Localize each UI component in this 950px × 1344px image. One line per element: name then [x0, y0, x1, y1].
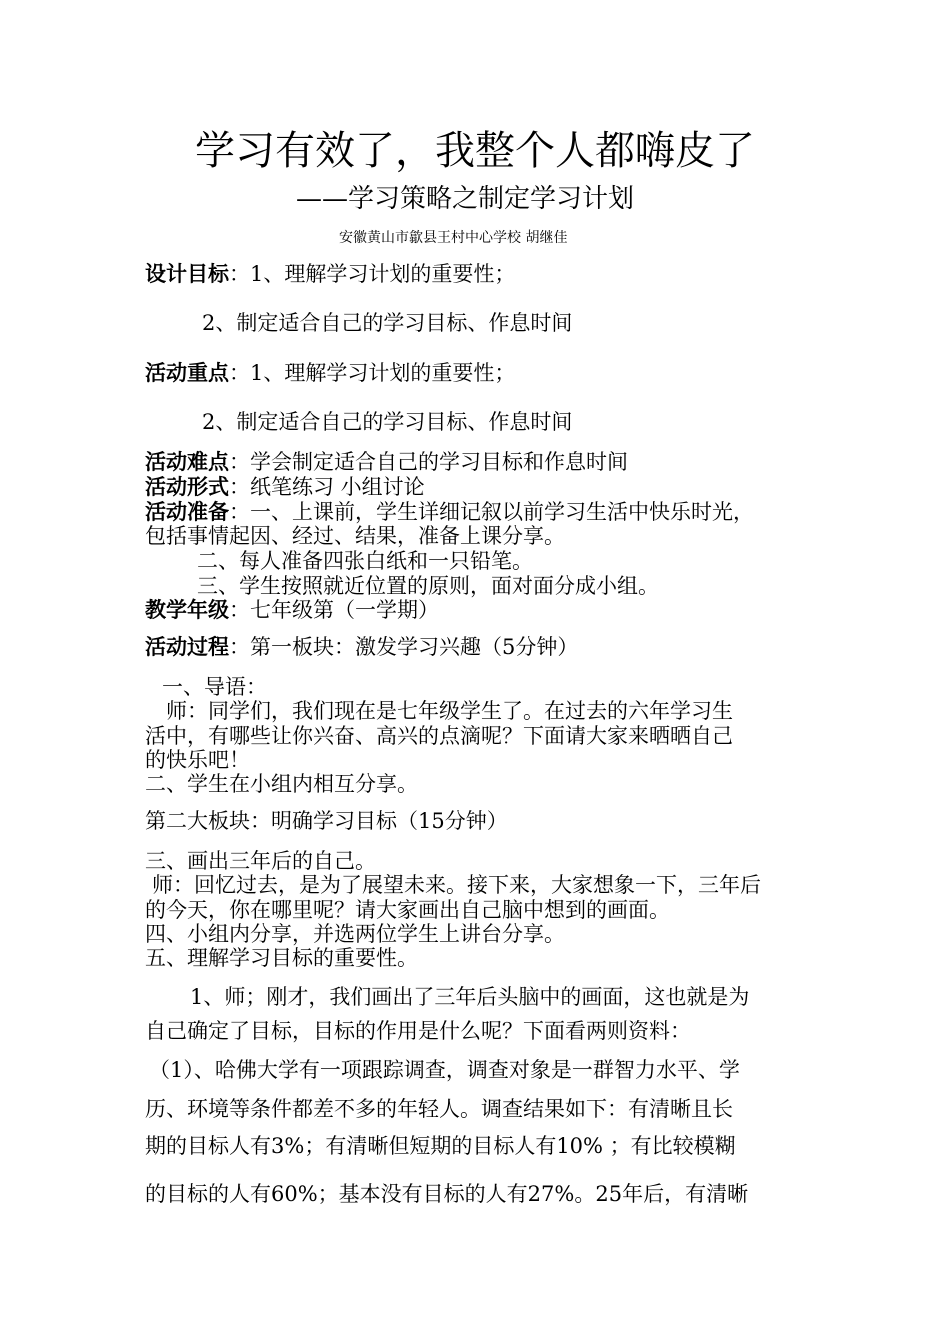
body-line: 1、师；刚才，我们画出了三年后头脑中的画面，这也就是为: [190, 985, 750, 1009]
grade-line: [145, 598, 439, 622]
body-line: 二、学生在小组内相互分享。: [145, 772, 418, 796]
difficulty-text: ：学会制定适合自己的学习目标和作息时间: [229, 450, 628, 474]
body-line: 四、小组内分享，并选两位学生上讲台分享。: [145, 922, 565, 946]
preparation-line-2: 包括事情起因、经过、结果，准备上课分享。: [145, 524, 565, 548]
key-points-text: ：1、理解学习计划的重要性；: [229, 361, 516, 385]
body-line: 五、理解学习目标的重要性。: [145, 946, 418, 970]
document-title: 学习有效了，我整个人都嗨皮了: [195, 128, 755, 174]
body-line: 历、环境等条件都差不多的年轻人。调查结果如下：有清晰且长: [145, 1097, 733, 1121]
design-goal-line: [145, 262, 515, 286]
key-points-label: 活动重点: [145, 360, 229, 385]
design-goal-line-2: 2、制定适合自己的学习目标、作息时间: [202, 311, 573, 335]
process-label: 活动过程: [145, 634, 229, 659]
body-line: 活中，有哪些让你兴奋、高兴的点滴呢？下面请大家来晒晒自己: [145, 724, 733, 748]
body-line: 自己确定了目标，目标的作用是什么呢？下面看两则资料：: [145, 1019, 691, 1043]
process-line: [145, 635, 578, 659]
grade-label: 教学年级: [145, 597, 229, 622]
preparation-line: [145, 500, 754, 524]
author-line: 安徽黄山市歙县王村中心学校 胡继佳: [339, 230, 568, 246]
form-line: [145, 475, 425, 499]
body-line: 的目标的人有60%；基本没有目标的人有27%。25年后，有清晰: [145, 1182, 749, 1206]
body-line: 一、导语：: [162, 675, 267, 699]
design-goal-text: ：1、理解学习计划的重要性；: [229, 262, 516, 286]
preparation-label: 活动准备: [145, 499, 229, 524]
section-heading: 第二大板块：明确学习目标（15分钟）: [145, 809, 508, 833]
grade-text: ：七年级第（一学期）: [229, 598, 439, 622]
difficulty-label: 活动难点: [145, 449, 229, 474]
difficulty-line: [145, 450, 628, 474]
body-line: 师：回忆过去，是为了展望未来。接下来，大家想象一下，三年后: [152, 873, 761, 897]
body-line: 期的目标人有3%；有清晰但短期的目标人有10% ；有比较模糊: [145, 1134, 736, 1158]
body-line: 的快乐吧！: [145, 748, 250, 772]
document-subtitle: ——学习策略之制定学习计划: [296, 184, 635, 214]
body-line: 的今天，你在哪里呢？请大家画出自己脑中想到的画面。: [145, 898, 670, 922]
form-label: 活动形式: [145, 474, 229, 499]
body-line: 师：同学们，我们现在是七年级学生了。在过去的六年学习生: [166, 699, 733, 723]
preparation-text: ：一、上课前，学生详细记叙以前学习生活中快乐时光，: [229, 500, 754, 524]
process-text: ：第一板块：激发学习兴趣（5分钟）: [229, 635, 579, 659]
design-goal-label: 设计目标: [145, 261, 229, 286]
preparation-line-3: 二、每人准备四张白纸和一只铅笔。: [197, 549, 533, 573]
key-points-line-2: 2、制定适合自己的学习目标、作息时间: [202, 410, 573, 434]
body-line: 三、画出三年后的自己。: [145, 849, 376, 873]
preparation-line-4: 三、学生按照就近位置的原则，面对面分成小组。: [197, 574, 659, 598]
form-text: ：纸笔练习 小组讨论: [229, 475, 425, 499]
key-points-line: [145, 361, 515, 385]
body-line: （1）、哈佛大学有一项跟踪调查，调查对象是一群智力水平、学: [149, 1058, 740, 1082]
